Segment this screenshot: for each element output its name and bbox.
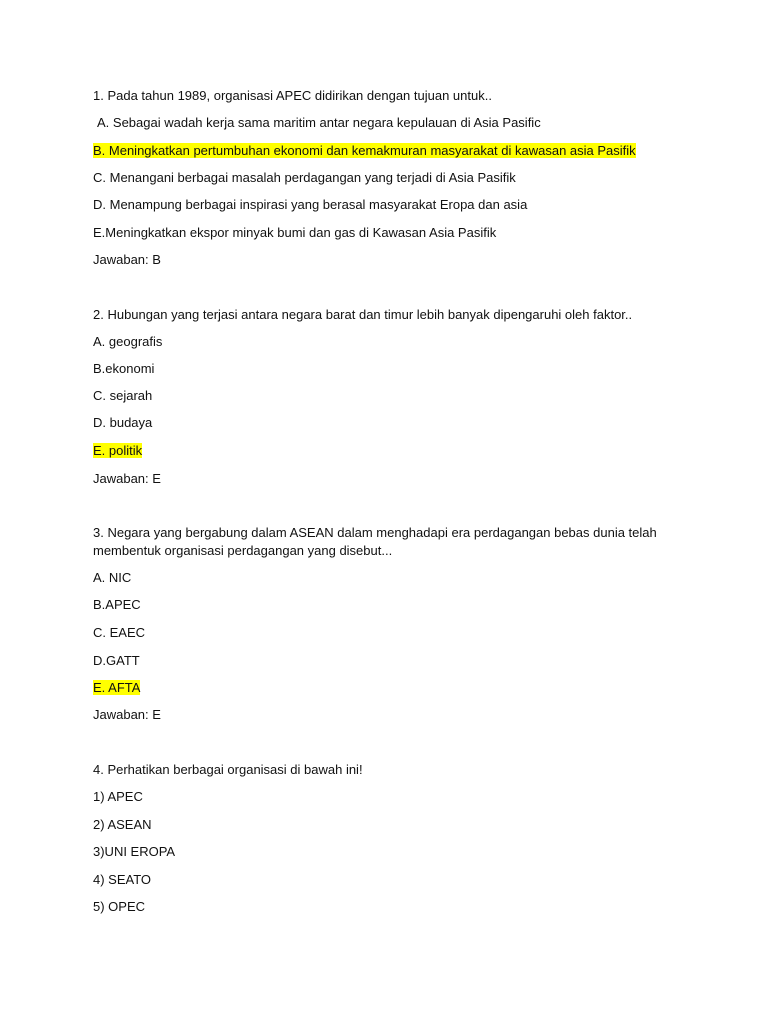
q2-answer: Jawaban: E [93, 471, 161, 486]
question-4: 4. Perhatikan berbagai organisasi di bawah ini! [93, 762, 363, 777]
q2-option-b: B.ekonomi [93, 361, 155, 376]
q4-item-5: 5) OPEC [93, 899, 146, 914]
q3-option-e-highlight: E. AFTA [93, 680, 141, 695]
q1-answer: Jawaban: B [93, 252, 161, 267]
q3-option-a: A. NIC [93, 570, 132, 585]
q4-item-1: 1) APEC [93, 789, 143, 804]
q2-option-e-highlight: E. politik [93, 443, 143, 458]
question-3-line-1: 3. Negara yang bergabung dalam ASEAN dalam menghadapi era perdagangan bebas dunia telah [93, 525, 657, 540]
q3-option-e [93, 679, 140, 697]
q1-option-e: E.Meningkatkan ekspor minyak bumi dan gas di Kawasan Asia Pasifik [93, 225, 497, 240]
q3-option-d: D.GATT [93, 653, 140, 668]
question-1: 1. Pada tahun 1989, organisasi APEC didirikan dengan tujuan untuk.. [93, 88, 492, 103]
q3-option-c: C. EAEC [93, 625, 146, 640]
question-3-line-2: membentuk organisasi perdagangan yang disebut... [93, 543, 393, 558]
q2-option-e [93, 442, 142, 460]
q2-option-a: A. geografis [93, 334, 163, 349]
q4-item-3: 3)UNI EROPA [93, 844, 176, 859]
q4-item-2: 2) ASEAN [93, 817, 152, 832]
q4-item-4: 4) SEATO [93, 872, 152, 887]
q3-option-b: B.APEC [93, 597, 141, 612]
q1-option-b-highlight: B. Meningkatkan pertumbuhan ekonomi dan kemakmuran masyarakat di kawasan asia Pasifik [93, 143, 636, 158]
q1-option-b [93, 142, 636, 160]
question-2: 2. Hubungan yang terjasi antara negara barat dan timur lebih banyak dipengaruhi oleh faktor.. [93, 307, 633, 322]
q1-option-d: D. Menampung berbagai inspirasi yang berasal masyarakat Eropa dan asia [93, 197, 528, 212]
q1-option-a: A. Sebagai wadah kerja sama maritim antar negara kepulauan di Asia Pasific [97, 115, 541, 130]
q3-answer: Jawaban: E [93, 707, 161, 722]
q2-option-d: D. budaya [93, 415, 153, 430]
q2-option-c: C. sejarah [93, 388, 153, 403]
q1-option-c: C. Menangani berbagai masalah perdagangan yang terjadi di Asia Pasifik [93, 170, 516, 185]
